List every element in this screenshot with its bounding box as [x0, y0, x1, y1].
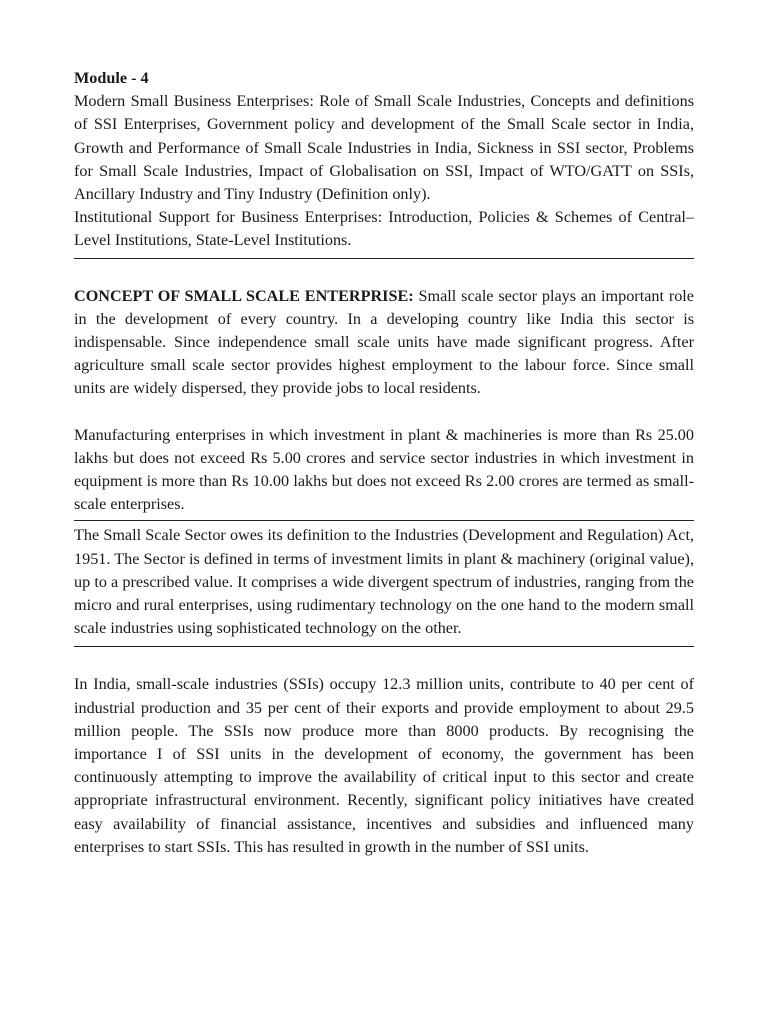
document-page [74, 67, 694, 859]
concept-heading: CONCEPT OF SMALL SCALE ENTERPRISE: [74, 286, 414, 305]
institutional-support-paragraph: Institutional Support for Business Enterprises: Introduction, Policies & Schemes of Central–Level Institutions, State-Level Institutions. [74, 208, 694, 250]
concept-paragraph [74, 285, 694, 401]
act-paragraph: The Small Scale Sector owes its definition to the Industries (Development and Regulation) Act, 1951. The Sector is defined in terms of investment limits in plant & machinery (original value), up to a prescribed value. It comprises a wide divergent spectrum of industries, ranging from the micro and rural enterprises, using rudimentary technology on the one hand to the modern small scale industries using sophisticated technology on the other. [74, 526, 694, 638]
india-paragraph: In India, small-scale industries (SSIs) occupy 12.3 million units, contribute to 40 per cent of industrial production and 35 per cent of their exports and provide employment to about 29.5 million people. The SSIs now produce more than 8000 products. By recognising the importance I of SSI units in the development of economy, the government has been continuously attempting to improve the availability of critical input to this sector and create appropriate infrastructural environment. Recently, significant policy initiatives have created easy availability of financial assistance, incentives and subsidies and influenced many enterprises to start SSIs. This has resulted in growth in the number of SSI units. [74, 675, 694, 856]
definition-paragraph: Manufacturing enterprises in which investment in plant & machineries is more than Rs 25.00 lakhs but does not exceed Rs 5.00 crores and service sector industries in which investment in equipment is more than Rs 10.00 lakhs but does not exceed Rs 2.00 crores are termed as small-scale enterprises. [74, 425, 694, 514]
horizontal-rule [74, 520, 694, 521]
module-syllabus-paragraph: Modern Small Business Enterprises: Role of Small Scale Industries, Concepts and definitions of SSI Enterprises, Government policy and development of the Small Scale sector in India, Growth and Performance of Small Scale Industries in India, Sickness in SSI sector, Problems for Small Scale Industries, Impact of Globalisation on SSI, Impact of WTO/GATT on SSIs, Ancillary Industry and Tiny Industry (Definition only). [74, 92, 694, 204]
concept-text: Small scale sector plays an important role in the development of every country. In a developing country like India this sector is indispensable. Since independence small scale units have made significant progress. After agriculture small scale sector provides highest employment to the labour force. Since small units are widely dispersed, they provide jobs to local residents. [74, 286, 694, 398]
module-title: Module - 4 [74, 69, 149, 87]
